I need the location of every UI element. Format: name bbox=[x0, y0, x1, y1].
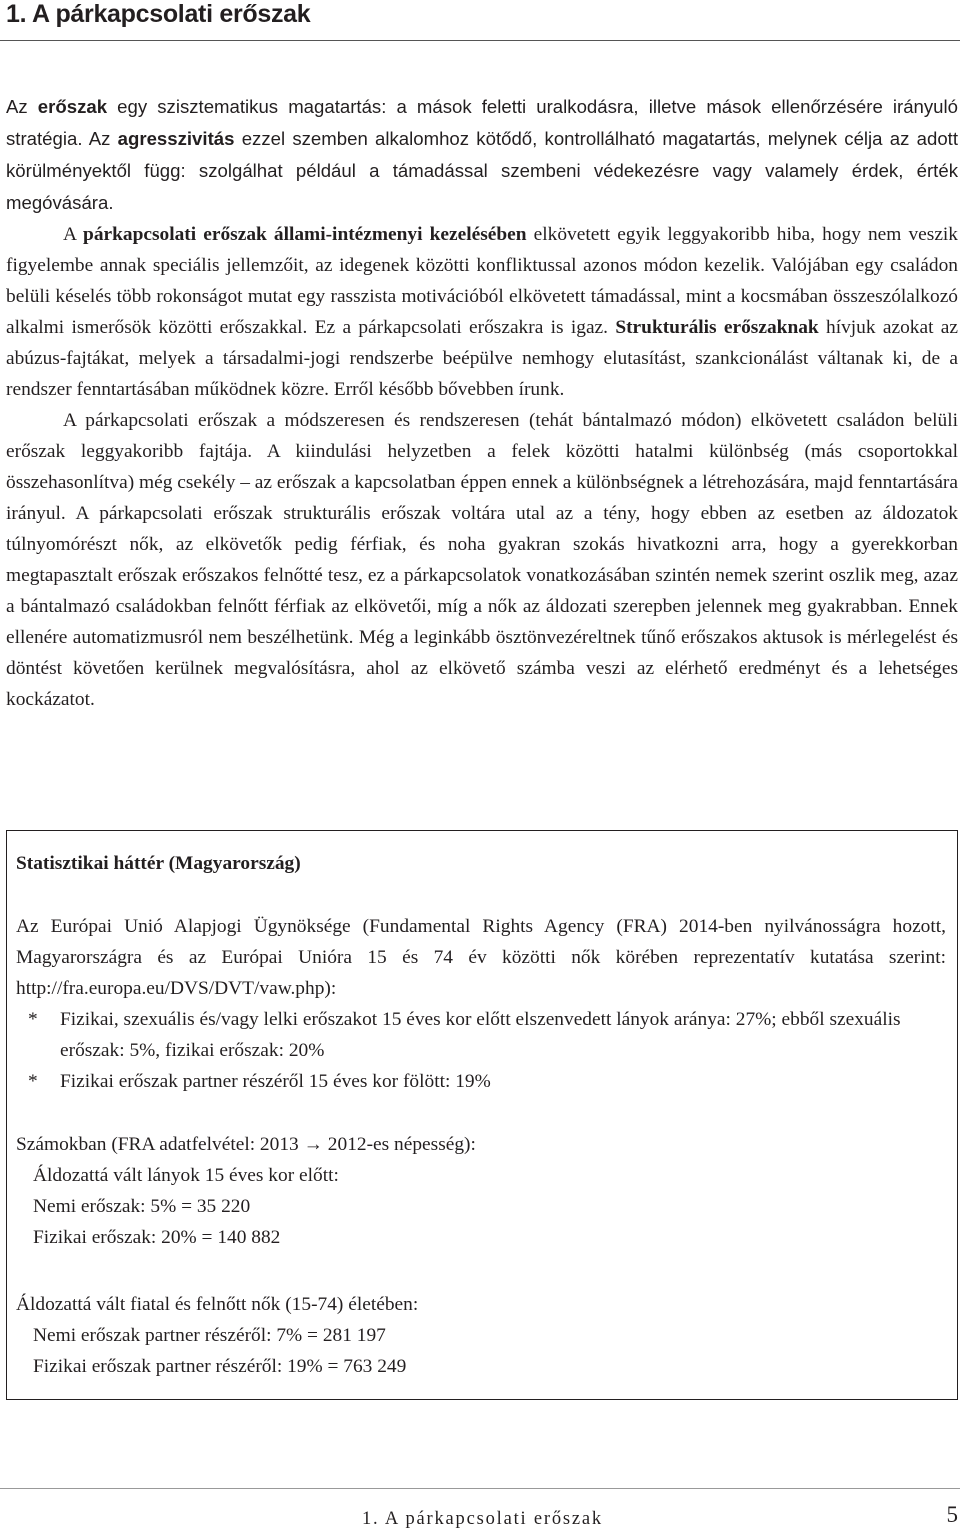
body-text-run: ezzel szemben alkalomhoz kötődő, kontrollálható magatartás, melynek célja az adott körülményektől függ: szolgálhat például a támadással szembeni védekezésre vagy valamely érdek, érték megóvására. bbox=[6, 128, 958, 213]
women-block bbox=[16, 1289, 946, 1382]
bullet-text: Fizikai erőszak partner részéről 15 éves kor fölött: 19% bbox=[60, 1071, 491, 1092]
running-footer: 1. A párkapcsolati erőszak bbox=[362, 1509, 603, 1529]
footer-divider bbox=[0, 1488, 960, 1489]
body-text bbox=[6, 91, 958, 715]
body-text-run: elkövetett egyik leggyakoribb hiba, hogy nem veszik figyelembe annak speciális jellemzőit, az idegenek közötti konfliktussal azonos módon kezelik. Valójában egy családon belüli késelés több rokonságot mutat egy rasszista motivációból elkövetett támadással, mint a kocsmában összeszólalkozó alkalmi ismerősök közötti erőszakkal. Ez a párkapcsolati erőszakra is igaz. bbox=[6, 224, 959, 338]
page-number: 5 bbox=[946, 1502, 958, 1527]
women-sexual-stat: Nemi erőszak partner részéről: 7% = 281 197 bbox=[33, 1325, 386, 1346]
body-text-run: A párkapcsolati erőszak a módszeresen és rendszeresen (tehát bántalmazó módon) elkövetett családon belüli erőszak leggyakoribb fajtája. A kiindulási helyzetben a felek közötti hatalmi különbség (más csoportokkal összehasonlítva) még csekély – az erőszak a kapcsolatban éppen ennek a különbségnek a létrehozására, majd fenntartására irányul. A párkapcsolati erőszak strukturális erőszak voltára utal az a tény, hogy ebben az esetben az áldozatok túlnyomórészt nők, az elkövetők pedig férfiak, és noha gyakran szokás hivatkozni arra, hogy a gyerekkorban megtapasztalt erőszak erőszakos felnőtté tesz, ez a párkapcsolatok vonatkozásában szintén nemek szerint oszlik meg, azaz a bántalmazó családokban felnőtt férfiak az elkövetői, míg a nők az áldozati szerepben jelennek meg gyakrabban. Ennek ellenére automatizmusról nem beszélhetünk. Még a leginkább ösztönvezéreltnek tűnő erőszakos aktusok is mérlegelést és döntést követően kerülnek megvalósításra, ahol az elkövető számba veszi az elérhető eredményt és a lehetséges kockázatot. bbox=[6, 410, 958, 710]
girls-heading: Áldozattá vált lányok 15 éves kor előtt: bbox=[33, 1165, 339, 1186]
body-text-run: egy szisztematikus magatartás: a mások feletti uralkodásra, illetve mások ellenőrzésére irányuló stratégia. Az bbox=[6, 96, 958, 149]
bullet-text: Fizikai, szexuális és/vagy lelki erőszakot 15 éves kor előtt elszenvedett lányok aránya: 27%; ebből szexuális erőszak: 5%, fizikai erőszak: 20% bbox=[60, 1009, 901, 1061]
emphasized-term: Strukturális erőszaknak bbox=[615, 317, 819, 338]
statistics-box bbox=[6, 830, 958, 1400]
emphasized-term: párkapcsolati erőszak állami-intézmenyi kezelésében bbox=[83, 224, 527, 245]
list-item bbox=[16, 1004, 946, 1066]
women-physical-stat: Fizikai erőszak partner részéről: 19% = 763 249 bbox=[33, 1356, 407, 1377]
numbers-block bbox=[16, 1129, 946, 1253]
bullet-marker: * bbox=[28, 1071, 38, 1092]
statistics-title: Statisztikai háttér (Magyarország) bbox=[16, 853, 301, 874]
body-text-run: A bbox=[63, 224, 84, 245]
statistics-bullets bbox=[16, 1004, 946, 1097]
body-paragraph bbox=[6, 91, 958, 219]
bullet-marker: * bbox=[28, 1009, 38, 1030]
chapter-title: 1. A párkapcsolati erőszak bbox=[6, 0, 311, 28]
body-text-run: Az bbox=[6, 96, 38, 117]
body-text-run: hívjuk azokat az abúzus-fajtákat, melyek a társadalmi-jogi rendszerbe beépülve nemhogy elutasítást, szankcionálást váltanak ki, de a rendszer fenntartásában működnek közre. Erről később bővebben írunk. bbox=[6, 317, 958, 400]
girls-physical-stat: Fizikai erőszak: 20% = 140 882 bbox=[33, 1227, 281, 1248]
emphasized-term: erőszak bbox=[37, 96, 108, 117]
girls-sexual-stat: Nemi erőszak: 5% = 35 220 bbox=[33, 1196, 251, 1217]
body-paragraph bbox=[6, 405, 958, 715]
numbers-heading: Számokban (FRA adatfelvétel: 2013 → 2012-es népesség): bbox=[16, 1134, 476, 1155]
list-item bbox=[16, 1066, 946, 1097]
women-heading: Áldozattá vált fiatal és felnőtt nők (15-74) életében: bbox=[16, 1294, 419, 1315]
title-divider bbox=[0, 40, 960, 41]
body-paragraph bbox=[6, 219, 958, 405]
statistics-intro: Az Európai Unió Alapjogi Ügynöksége (Fundamental Rights Agency (FRA) 2014-ben nyilvánosságra hozott, Magyarországra és az Európai Unióra 15 és 74 év közötti nők körében reprezentatív kutatása szerint: http://fra.europa.eu/DVS/DVT/vaw.php): bbox=[16, 916, 946, 999]
emphasized-term: agresszivitás bbox=[117, 128, 235, 149]
